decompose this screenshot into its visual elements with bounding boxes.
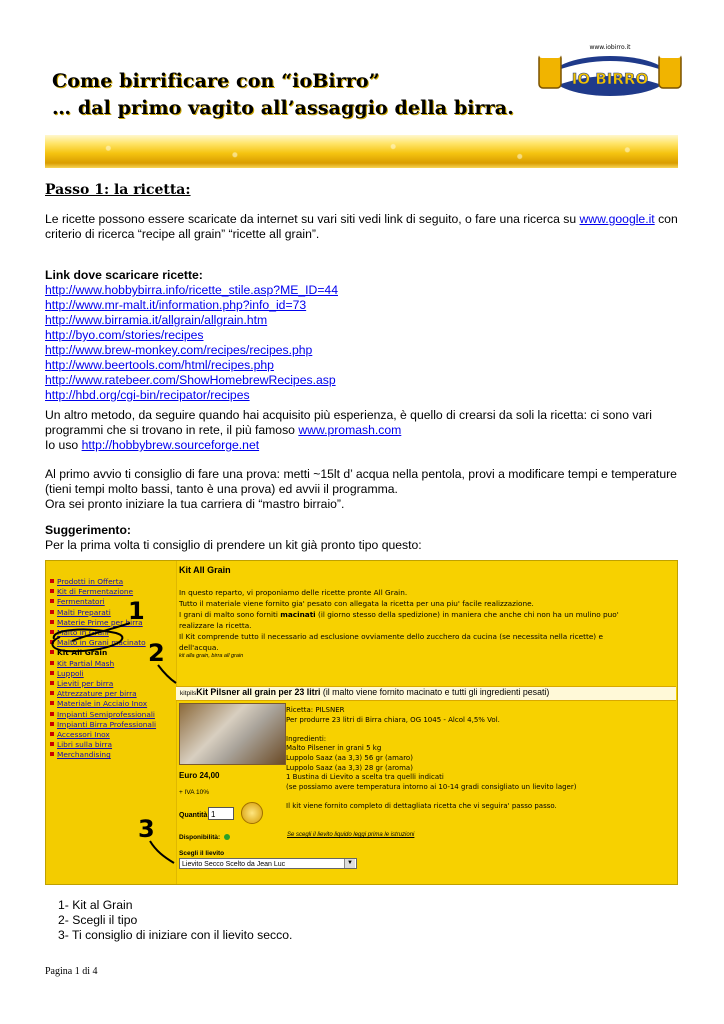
logo-url: www.iobirro.it	[589, 44, 631, 51]
method-paragraph	[45, 408, 685, 453]
iobirro-logo	[535, 36, 685, 111]
vat-label: + IVA 10%	[179, 789, 210, 796]
tip-section	[45, 523, 685, 553]
menu-item[interactable]: Materiale in Acciaio Inox	[50, 699, 156, 709]
menu-item[interactable]: Merchandising	[50, 750, 156, 760]
yeast-select[interactable]: Lievito Secco Scelto da Jean Luc	[179, 858, 357, 869]
menu-item[interactable]: Accessori Inox	[50, 730, 156, 740]
kit-section-title: Kit All Grain	[179, 565, 231, 575]
annotation-2: 2	[148, 639, 165, 667]
first-run-line-3: Ora sei pronto iniziare la tua carriera di “mastro birraio”.	[45, 497, 345, 511]
menu-item[interactable]: Malti Preparati	[50, 608, 156, 618]
recipe-link[interactable]: http://www.birramia.it/allgrain/allgrain.htm	[45, 313, 268, 327]
menu-item-selected[interactable]: Kit All Grain	[50, 648, 156, 658]
menu-item[interactable]: Impianti Semiprofessionali	[50, 710, 156, 720]
menu-item[interactable]: Prodotti in Offerta	[50, 577, 156, 587]
title-line-2: … dal primo vagito all’assaggio della birra.	[52, 97, 514, 119]
product-details: Ricetta: PILSNER Per produrre 23 litri di Birra chiara, OG 1045 - Alcol 4,5% Vol. Ingredienti: Malto Pilsener in grani 5 kg Luppolo Saaz (aa 3,3) 56 gr (amaro) Luppolo Saaz (aa 3,3) 28 gr (aroma) 1 Bustina di Lievito a scelta tra quelli indicati (se possiamo avere temperatura intorno ai 10-14 gradi consigliato un lievito lager) Il kit viene fornito completo di dettagliata ricetta che vi seguira' passo passo.	[286, 706, 577, 810]
menu-item[interactable]: Attrezzature per birra	[50, 689, 156, 699]
first-run-paragraph	[45, 467, 685, 512]
recipe-link[interactable]: http://www.beertools.com/html/recipes.php	[45, 358, 274, 372]
intro-paragraph	[45, 212, 685, 242]
menu-item[interactable]: Luppoli	[50, 669, 156, 679]
list-item: 1- Kit al Grain	[58, 898, 133, 912]
product-title[interactable]: kitpilsKit Pilsner all grain per 23 litri (il malto viene fornito macinato e tutti gli ingredienti pesati)	[180, 687, 550, 697]
menu-item[interactable]: Kit di Fermentazione	[50, 587, 156, 597]
handwritten-annotations	[46, 561, 679, 886]
page-number: Pagina 1 di 4	[45, 966, 98, 977]
recipe-link[interactable]: http://hbd.org/cgi-bin/recipator/recipes	[45, 388, 250, 402]
menu-item[interactable]: Libri sulla birra	[50, 740, 156, 750]
tags-text: kit alla grain, birra all grain	[179, 653, 244, 659]
quantity-label: Quantità	[179, 812, 208, 819]
chevron-down-icon[interactable]: ▼	[344, 859, 355, 868]
menu-item[interactable]: Malto in Grani macinato	[50, 638, 156, 648]
yeast-label: Scegli il lievito	[179, 850, 225, 857]
annotation-1: 1	[128, 597, 145, 625]
first-run-line-1: Al primo avvio ti consiglio di fare una prova: metti ~15lt d’ acqua nella pentola, provi a modificare tempi e temperature	[45, 467, 677, 481]
hobbybrew-link[interactable]: http://hobbybrew.sourceforge.net	[81, 438, 260, 452]
links-heading: Link dove scaricare ricette:	[45, 268, 203, 282]
annotation-3: 3	[138, 815, 155, 843]
tip-heading: Suggerimento:	[45, 523, 131, 537]
step-heading: Passo 1: la ricetta:	[45, 182, 191, 198]
menu-item[interactable]: Fermentatori	[50, 597, 156, 607]
menu-item[interactable]: Kit Partial Mash	[50, 659, 156, 669]
recipe-link[interactable]: http://www.mr-malt.it/information.php?info_id=73	[45, 298, 307, 312]
title-line-1: Come birrificare con “ioBirro”	[52, 70, 380, 92]
intro-text-b: con	[654, 212, 678, 226]
method-line-2: programmi che si trovano in rete, il più famoso	[45, 423, 299, 437]
tip-text: Per la prima volta ti consiglio di prendere un kit già pronto tipo questo:	[45, 538, 422, 552]
availability-label: Disponibilità:	[179, 834, 221, 841]
kit-description: In questo reparto, vi proponiamo delle ricette pronte All Grain. Tutto il materiale viene fornito gia' pesato con allegata la ricetta per una piu' facile realizzazione. I grani di malto sono forniti macinati (il giorno stesso della spedizione) in maniera che anche chi non ha un mulino puo' realizzare la ricetta. Il Kit comprende tutto il necessario ad esclusione ovviamente dello zucchero da cucina (se necessita nella ricette) e dell'acqua.	[179, 588, 619, 652]
beer-bubbles	[45, 135, 678, 168]
shop-screenshot	[45, 560, 678, 885]
recipe-link[interactable]: http://byo.com/stories/recipes	[45, 328, 204, 342]
recipe-link[interactable]: http://www.brew-monkey.com/recipes/recipes.php	[45, 343, 313, 357]
links-section	[45, 268, 685, 403]
google-link[interactable]: www.google.it	[579, 212, 655, 226]
promash-link[interactable]: www.promash.com	[298, 423, 402, 437]
menu-item[interactable]: Materie Prime per birra	[50, 618, 156, 628]
menu-item[interactable]: Malto in Grani	[50, 628, 156, 638]
recipe-link[interactable]: http://www.hobbybirra.info/ricette_stile.asp?ME_ID=44	[45, 283, 338, 297]
recipe-link[interactable]: http://www.ratebeer.com/ShowHomebrewRecipes.asp	[45, 373, 336, 387]
method-line-3: Io uso	[45, 438, 82, 452]
first-run-line-2: (tieni tempi molto bassi, tanto è una prova) ed avvii il programma.	[45, 482, 398, 496]
menu-item[interactable]: Lieviti per birra	[50, 679, 156, 689]
steps-list	[58, 898, 292, 943]
intro-text-c: criterio di ricerca “recipe all grain” “ricette all grain”.	[45, 227, 320, 241]
menu-item[interactable]: Impianti Birra Professionali	[50, 720, 156, 730]
logo-text: IO BIRRO	[571, 70, 649, 88]
list-item: 3- Ti consiglio di iniziare con il lievito secco.	[58, 928, 293, 942]
product-price: Euro 24,00	[179, 771, 220, 780]
yeast-instructions-link[interactable]: Se scegli il lievito liquido leggi prima le istruzioni	[287, 832, 415, 838]
quantity-input[interactable]: 1	[208, 807, 234, 820]
list-item: 2- Scegli il tipo	[58, 913, 138, 927]
document-title	[52, 68, 514, 122]
method-line-1: Un altro metodo, da seguire quando hai acquisito più esperienza, è quello di crearsi da soli la ricetta: ci sono vari	[45, 408, 653, 422]
intro-text-a: Le ricette possono essere scaricate da internet su vari siti vedi link di seguito, o fare una ricerca su	[45, 212, 580, 226]
